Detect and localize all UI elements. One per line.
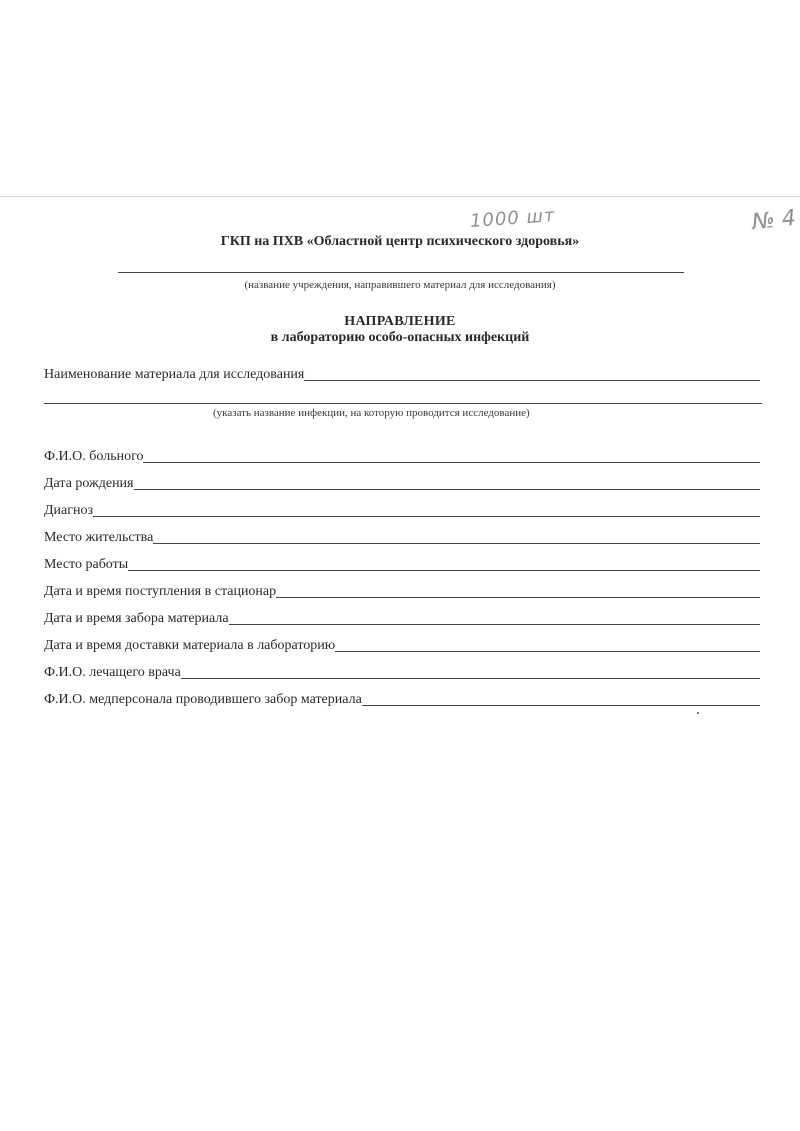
organization-caption: (название учреждения, направившего материал для исследования) xyxy=(244,279,556,291)
material-fill-line[interactable] xyxy=(304,380,760,381)
material-label: Наименование материала для исследования xyxy=(44,367,305,382)
field-fill-line[interactable] xyxy=(229,624,760,625)
form-field-birth-date xyxy=(44,474,760,492)
form-field-admission-datetime xyxy=(44,582,760,600)
field-label: Диагноз xyxy=(44,503,94,518)
field-fill-line[interactable] xyxy=(153,543,760,544)
organization-name: ГКП на ПХВ «Областной центр психического здоровья» xyxy=(220,234,580,249)
infection-fill-line[interactable] xyxy=(44,403,762,404)
document-title: НАПРАВЛЕНИЕ xyxy=(344,314,456,329)
scan-speck xyxy=(697,712,699,714)
field-fill-line[interactable] xyxy=(93,516,760,517)
page-fold-line xyxy=(0,196,800,197)
organization-underline xyxy=(118,272,684,273)
handwritten-count: 1000 шт xyxy=(469,205,557,232)
field-fill-line[interactable] xyxy=(143,462,760,463)
field-label: Место жительства xyxy=(44,530,154,545)
material-field xyxy=(44,365,760,383)
form-field-residence xyxy=(44,528,760,546)
field-fill-line[interactable] xyxy=(134,489,761,490)
form-field-sampling-staff xyxy=(44,690,760,708)
form-field-attending-physician xyxy=(44,663,760,681)
form-field-sampling-datetime xyxy=(44,609,760,627)
field-fill-line[interactable] xyxy=(276,597,760,598)
form-field-diagnosis xyxy=(44,501,760,519)
handwritten-page-number: № 4 xyxy=(750,205,798,236)
document-subtitle: в лабораторию особо-опасных инфекций xyxy=(270,330,530,345)
field-label: Дата и время доставки материала в лабораторию xyxy=(44,638,336,653)
field-fill-line[interactable] xyxy=(181,678,760,679)
field-label: Ф.И.О. лечащего врача xyxy=(44,665,181,680)
field-fill-line[interactable] xyxy=(362,705,760,706)
field-label: Дата и время забора материала xyxy=(44,611,229,626)
field-fill-line[interactable] xyxy=(128,570,760,571)
form-field-patient-name xyxy=(44,447,760,465)
field-fill-line[interactable] xyxy=(335,651,760,652)
field-label: Дата рождения xyxy=(44,476,134,491)
form-field-workplace xyxy=(44,555,760,573)
field-label: Ф.И.О. медперсонала проводившего забор материала xyxy=(44,692,362,707)
field-label: Место работы xyxy=(44,557,129,572)
form-field-delivery-datetime xyxy=(44,636,760,654)
field-label: Ф.И.О. больного xyxy=(44,449,144,464)
field-label: Дата и время поступления в стационар xyxy=(44,584,277,599)
infection-caption: (указать название инфекции, на которую проводится исследование) xyxy=(213,407,530,419)
